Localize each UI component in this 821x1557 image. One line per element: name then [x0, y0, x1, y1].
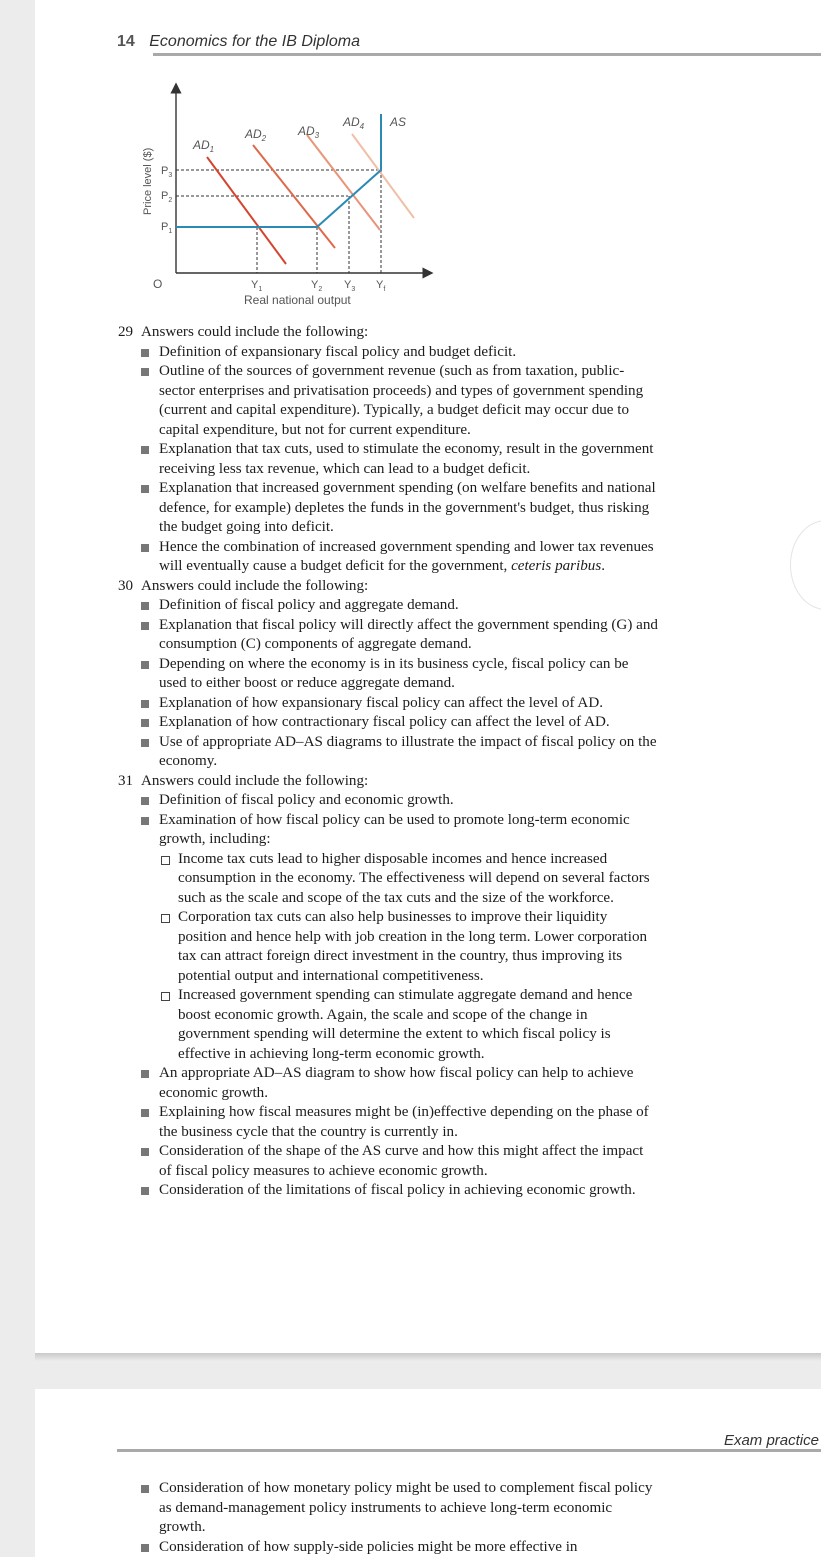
bullet-list — [118, 1479, 658, 1557]
list-item: Explanation of how expansionary fiscal policy can affect the level of AD. — [159, 694, 658, 714]
list-item: Explanation that fiscal policy will directly affect the government spending (G) and consumption (C) components of aggregate demand. — [159, 616, 658, 655]
book-title: Economics for the IB Diploma — [149, 33, 360, 50]
list-item: Explanation that tax cuts, used to stimulate the economy, result in the government receiving less tax revenue, which can lead to a budget deficit. — [159, 440, 658, 479]
page-separator — [35, 1353, 821, 1361]
sub-list-item: Corporation tax cuts can also help businesses to improve their liquidity position and hence help with job creation in the long term. Lower corporation tax can attract foreign direct investment in the country, thus improving its potential output and international competitiveness. — [178, 908, 658, 986]
bullet-list — [118, 791, 658, 1201]
list-item: Consideration of how monetary policy might be used to complement fiscal policy as demand-management policy instruments to achieve long-term economic growth. — [159, 1479, 658, 1538]
question-heading — [118, 772, 658, 792]
list-item: Explanation that increased government spending (on welfare benefits and national defence, for example) depletes the funds in the government's budget, thus risking the budget going into deficit. — [159, 479, 658, 538]
yf-label: $Y_f$ — [376, 279, 386, 293]
ad2-label: $AD_2$ — [245, 127, 267, 143]
question-30 — [118, 577, 658, 772]
sub-list-item: Increased government spending can stimulate aggregate demand and hence boost economic growth. Again, the scale and scope of the change in government spending will determine the extent to which fiscal policy is effective in achieving long-term economic growth. — [178, 986, 658, 1064]
question-intro: Answers could include the following: — [141, 324, 369, 340]
sub-list-item: Income tax cuts lead to higher disposable incomes and hence increased consumption in the economy. The effectiveness will depend on several factors such as the scale and scope of the tax cuts and the size of the workforce. — [178, 850, 658, 909]
list-item: An appropriate AD–AS diagram to show how fiscal policy can help to achieve economic growth. — [159, 1064, 658, 1103]
list-item: Consideration of the limitations of fiscal policy in achieving economic growth. — [159, 1181, 658, 1201]
list-item: Outline of the sources of government revenue (such as from taxation, public-sector enterprises and privatisation proceeds) and types of government spending (current and capital expenditure). Typically, a budget deficit may occur due to capital expenditure, but not for current expenditure. — [159, 362, 658, 440]
question-intro: Answers could include the following: — [141, 577, 369, 594]
as-label: AS — [390, 115, 407, 129]
latin-phrase: ceteris paribus — [511, 558, 602, 574]
y2-label: $Y_2$ — [311, 279, 323, 293]
list-item: Explaining how fiscal measures might be (in)effective depending on the phase of the business cycle that the country is currently in. — [159, 1103, 658, 1142]
list-item: Consideration of how supply-side policies might be more effective in — [159, 1538, 658, 1557]
list-item-text: Examination of how fiscal policy can be used to promote long-term economic growth, including: — [159, 811, 630, 847]
list-item: Definition of expansionary fiscal policy and budget deficit. — [159, 343, 658, 363]
next-page-header: Exam practice — [723, 1432, 819, 1449]
list-item — [159, 811, 658, 1065]
y1-label: $Y_1$ — [251, 279, 263, 293]
sub-bullet-list — [159, 850, 658, 1065]
list-item — [159, 538, 658, 577]
next-page-rule — [117, 1449, 821, 1452]
page-number: 14 — [117, 33, 135, 50]
list-item: Depending on where the economy is in its business cycle, fiscal policy can be used to either boost or reduce aggregate demand. — [159, 655, 658, 694]
y-axis-label: Price level ($) — [142, 147, 154, 215]
question-heading — [118, 577, 658, 597]
list-item-end: . — [601, 558, 605, 574]
question-heading — [118, 323, 658, 343]
ad4-label: $AD_4$ — [343, 115, 365, 131]
list-item: Definition of fiscal policy and aggregate demand. — [159, 596, 658, 616]
ad3-curve — [307, 135, 380, 230]
next-page-block — [118, 1479, 658, 1557]
p2-label: $P_2$ — [161, 190, 173, 204]
list-item: Consideration of the shape of the AS curve and how this might affect the impact of fiscal policy measures to achieve economic growth. — [159, 1142, 658, 1181]
bullet-list — [118, 343, 658, 577]
list-item: Explanation of how contractionary fiscal policy can affect the level of AD. — [159, 713, 658, 733]
list-item: Use of appropriate AD–AS diagrams to illustrate the impact of fiscal policy on the economy. — [159, 733, 658, 772]
answers-block — [118, 323, 658, 1201]
y3-label: $Y_3$ — [344, 279, 356, 293]
question-number: 29 — [118, 324, 134, 340]
ad1-label: $AD_1$ — [193, 138, 215, 154]
question-31 — [118, 772, 658, 1201]
list-item-text: Hence the combination of increased government spending and lower tax revenues will eventually cause a budget deficit for the government, — [159, 538, 654, 574]
x-axis-label: Real national output — [244, 293, 351, 307]
p3-label: $P_3$ — [161, 165, 173, 179]
question-29 — [118, 323, 658, 577]
bullet-list — [118, 596, 658, 772]
list-item: Definition of fiscal policy and economic growth. — [159, 791, 658, 811]
ad-as-diagram — [0, 0, 821, 320]
question-intro: Answers could include the following: — [141, 772, 369, 789]
origin-label: O — [153, 277, 163, 291]
question-number: 31 — [118, 772, 134, 789]
ad3-label: $AD_3$ — [298, 124, 320, 140]
p1-label: $P_1$ — [161, 221, 173, 235]
question-number: 30 — [118, 577, 134, 594]
